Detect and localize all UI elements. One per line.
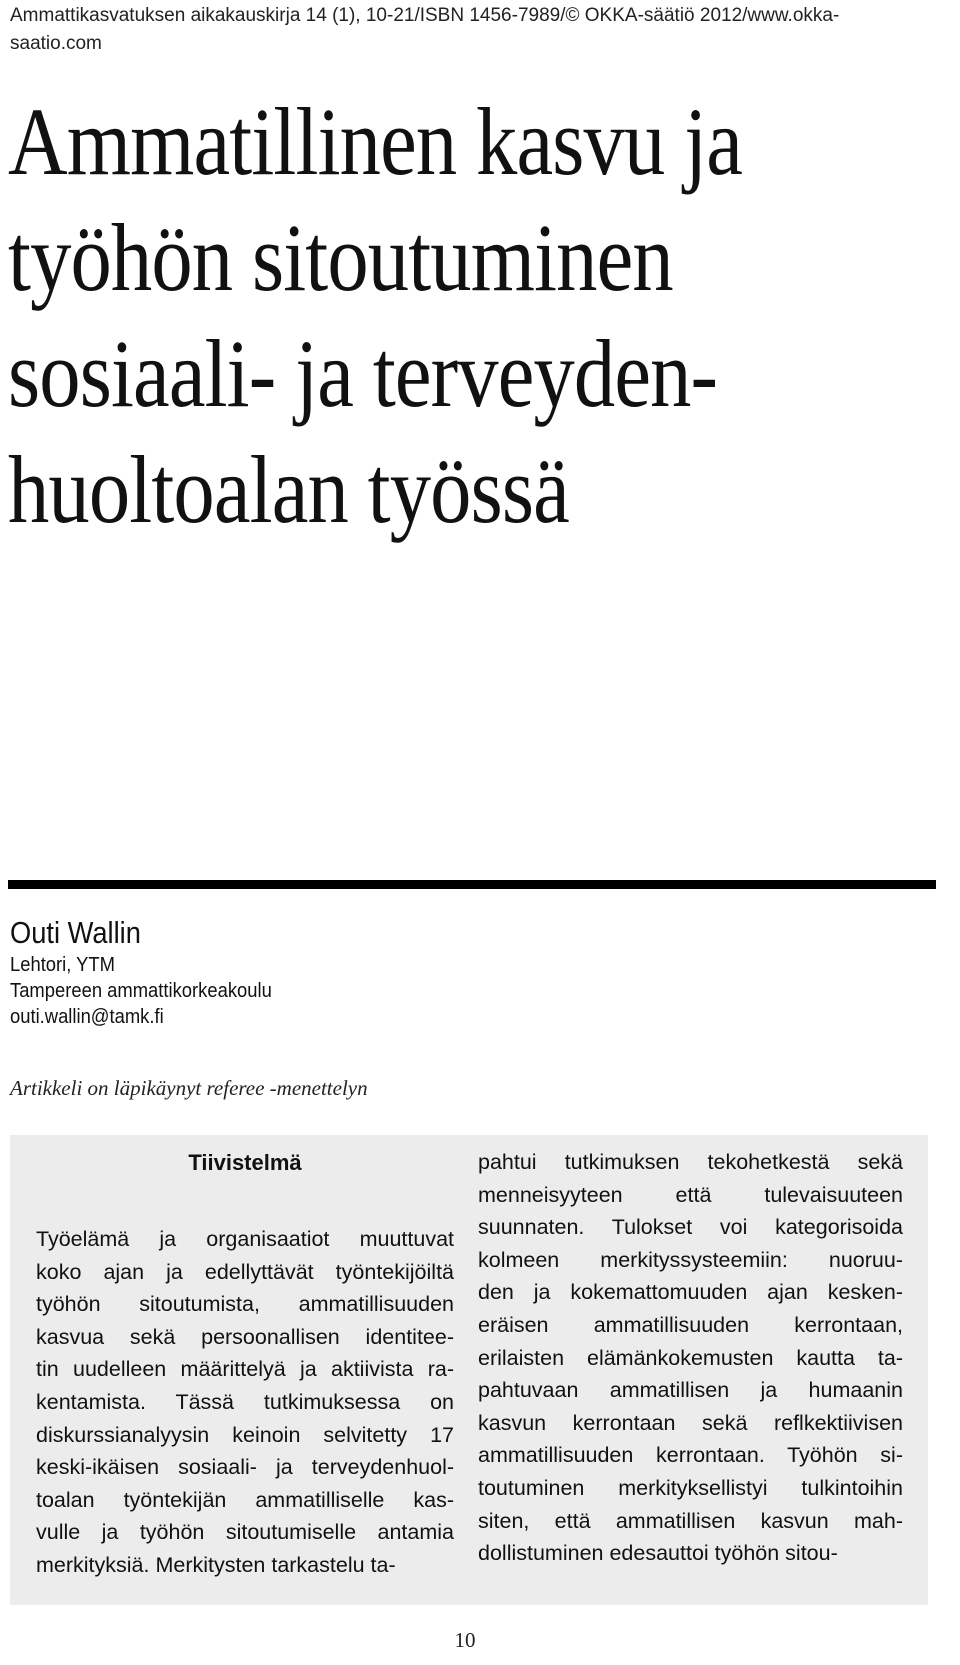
title-line-4: huoltoalan työssä bbox=[8, 436, 569, 543]
left-line: keski-ikäisen sosiaali- ja terveydenhuol- bbox=[36, 1455, 454, 1480]
author-institution: Tampereen ammattikorkeakoulu bbox=[10, 980, 272, 1002]
right-line: toutuminen merkityksellistyi tulkintoihin bbox=[478, 1475, 903, 1500]
left-line: työhön sitoutumista, ammatillisuuden bbox=[36, 1292, 454, 1317]
author-block bbox=[10, 914, 295, 1030]
left-line: merkityksiä. Merkitysten tarkastelu ta- bbox=[36, 1552, 396, 1577]
right-line: pahtui tutkimuksen tekohetkestä sekä bbox=[478, 1150, 903, 1174]
journal-header-line-2: saatio.com bbox=[10, 33, 102, 54]
right-line: menneisyyteen että tulevaisuuteen bbox=[478, 1182, 903, 1207]
right-line: ammatillisuuden kerrontaan. Työhön si- bbox=[478, 1443, 903, 1468]
left-line: toalan työntekijän ammatilliselle kas- bbox=[36, 1487, 454, 1512]
left-line: kentamista. Tässä tutkimuksessa on bbox=[36, 1389, 454, 1414]
left-line: kasvua sekä persoonallisen identitee- bbox=[36, 1324, 454, 1349]
title-line-3: sosiaali- ja terveyden- bbox=[8, 320, 718, 427]
abstract-heading: Tiivistelmä bbox=[188, 1150, 302, 1175]
left-line: diskurssianalyysin keinoin selvitetty 17 bbox=[36, 1422, 454, 1447]
title-rule-divider bbox=[8, 880, 936, 889]
right-line: dollistuminen edesauttoi työhön sitou- bbox=[478, 1541, 838, 1566]
left-line: koko ajan ja edellyttävät työntekijöiltä bbox=[36, 1259, 454, 1284]
referee-note: Artikkeli on läpikäynyt referee -menettelyn bbox=[10, 1076, 368, 1100]
title-line-1: Ammatillinen kasvu ja bbox=[8, 88, 743, 195]
left-line: tin uudelleen määrittelyä ja aktiivista ra- bbox=[36, 1357, 454, 1382]
abstract-left-column bbox=[36, 1223, 454, 1582]
right-line: kasvun kerrontaan sekä reflkektiivisen bbox=[478, 1410, 903, 1435]
left-line: Työelämä ja organisaatiot muuttuvat bbox=[36, 1227, 454, 1251]
right-line: pahtuvaan ammatillisen ja humaanin bbox=[478, 1378, 903, 1403]
right-line: siten, että ammatillisen kasvun mah- bbox=[478, 1508, 903, 1533]
title-line-2: työhön sitoutuminen bbox=[8, 204, 673, 311]
author-role: Lehtori, YTM bbox=[10, 954, 115, 976]
journal-header bbox=[10, 2, 930, 58]
article-title bbox=[8, 84, 808, 548]
journal-header-line-1: Ammattikasvatuksen aikakauskirja 14 (1), 10-21/ISBN 1456-7989/© OKKA-säätiö 2012/www.okka- bbox=[10, 5, 840, 26]
right-line: erilaisten elämänkokemusten kautta ta- bbox=[478, 1345, 903, 1370]
author-email: outi.wallin@tamk.fi bbox=[10, 1006, 164, 1028]
abstract-right-column bbox=[478, 1146, 903, 1570]
abstract-box bbox=[10, 1135, 928, 1605]
author-name: Outi Wallin bbox=[10, 915, 141, 950]
left-line: vulle ja työhön sitoutumiselle antamia bbox=[36, 1520, 454, 1545]
right-line: suunnaten. Tulokset voi kategorisoida bbox=[478, 1215, 903, 1240]
right-line: kolmeen merkityssysteemiin: nuoruu- bbox=[478, 1247, 903, 1272]
page-number: 10 bbox=[454, 1628, 476, 1652]
right-line: eräisen ammatillisuuden kerrontaan, bbox=[478, 1312, 903, 1337]
right-line: den ja kokemattomuuden ajan kesken- bbox=[478, 1280, 903, 1305]
